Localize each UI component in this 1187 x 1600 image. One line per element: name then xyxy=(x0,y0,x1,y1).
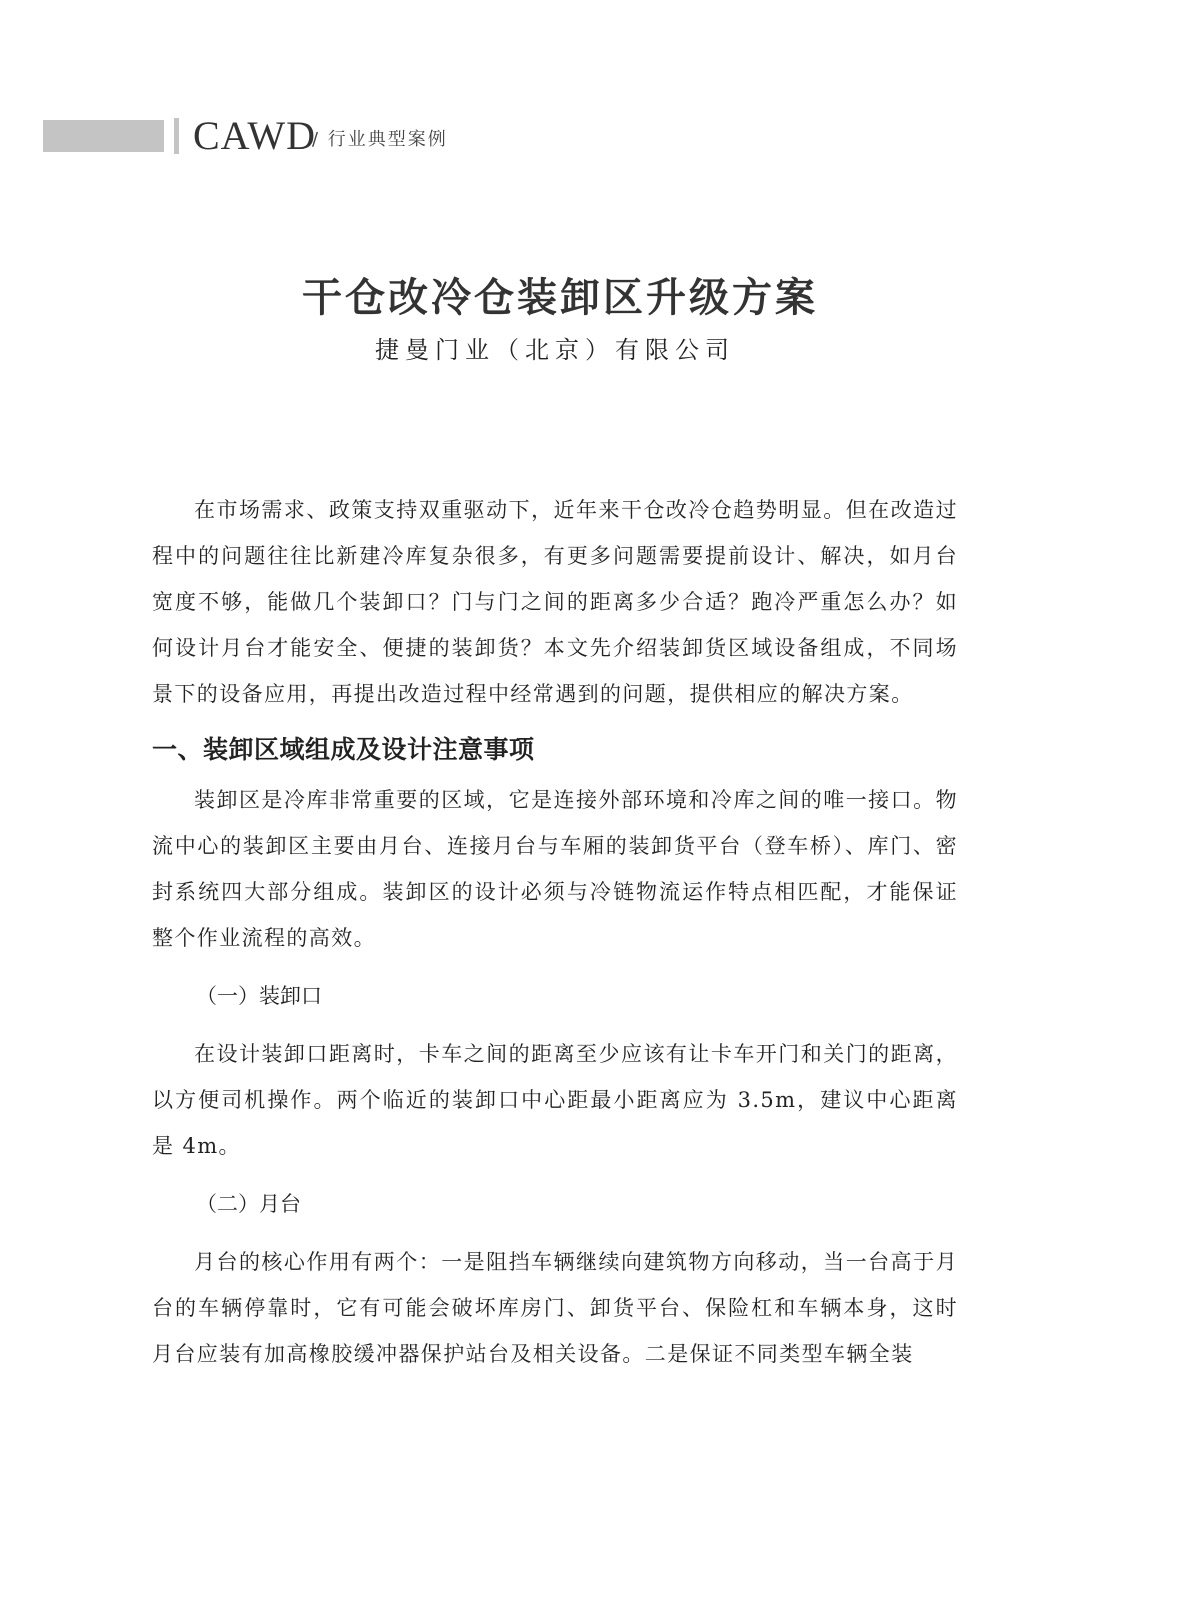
intro-paragraph: 在市场需求、政策支持双重驱动下，近年来干仓改冷仓趋势明显。但在改造过程中的问题往往比新建冷库复杂很多，有更多问题需要提前设计、解决，如月台宽度不够，能做几个装卸口？门与门之间的距离多少合适？跑冷严重怎么办？如何设计月台才能安全、便捷的装卸货？本文先介绍装卸货区域设备组成，不同场景下的设备应用，再提出改造过程中经常遇到的问题，提供相应的解决方案。 xyxy=(152,498,958,706)
subsection-heading-loading-dock: （一）装卸口 xyxy=(196,984,322,1008)
section-label: / 行业典型案例 xyxy=(312,129,448,150)
article-title: 干仓改冷仓装卸区升级方案 xyxy=(302,275,818,321)
subsection-heading-platform: （二）月台 xyxy=(196,1192,301,1216)
subsection-paragraph-loading-dock: 在设计装卸口距离时，卡车之间的距离至少应该有让卡车开门和关门的距离，以方便司机操作。两个临近的装卸口中心距最小距离应为 3.5m，建议中心距离是 4m。 xyxy=(152,1042,958,1158)
article-body xyxy=(152,487,958,1377)
section-paragraph: 装卸区是冷库非常重要的区域，它是连接外部环境和冷库之间的唯一接口。物流中心的装卸区主要由月台、连接月台与车厢的装卸货平台（登车桥）、库门、密封系统四大部分组成。装卸区的设计必须与冷链物流运作特点相匹配，才能保证整个作业流程的高效。 xyxy=(152,788,958,950)
section-heading: 一、装卸区域组成及设计注意事项 xyxy=(152,735,535,764)
header-gray-bar xyxy=(43,120,164,152)
header-divider xyxy=(174,118,179,154)
article-author: 捷曼门业（北京）有限公司 xyxy=(375,336,735,364)
subsection-paragraph-platform: 月台的核心作用有两个：一是阻挡车辆继续向建筑物方向移动，当一台高于月台的车辆停靠时，它有可能会破坏库房门、卸货平台、保险杠和车辆本身，这时月台应装有加高橡胶缓冲器保护站台及相关设备。二是保证不同类型车辆全装 xyxy=(152,1250,958,1366)
journal-logo: CAWD xyxy=(193,113,317,158)
